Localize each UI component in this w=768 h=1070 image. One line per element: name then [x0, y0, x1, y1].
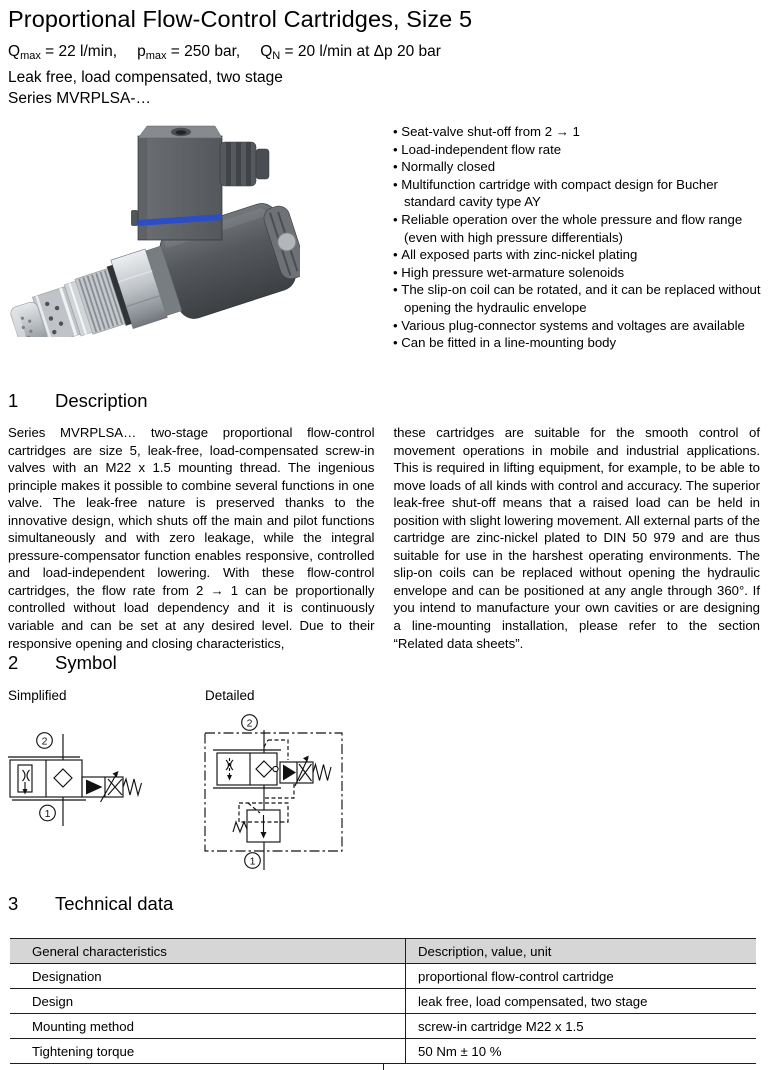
table-cell-label: Mounting method [10, 1014, 406, 1039]
table-header-row [10, 939, 756, 964]
section-number: 2 [8, 652, 19, 673]
simplified-symbol-label: Simplified [8, 688, 67, 703]
feature-item: • Seat-valve shut-off from 2 → 1 [393, 123, 761, 141]
section-title: Description [55, 390, 148, 411]
cable-gland [220, 142, 269, 186]
feature-item: • High pressure wet-armature solenoids [393, 264, 761, 282]
table-cell-label: Tightening torque [10, 1039, 406, 1064]
table-header-general-characteristics: General characteristics [10, 939, 406, 964]
feature-item: • Load-independent flow rate [393, 141, 761, 159]
feature-item: • Can be fitted in a line-mounting body [393, 334, 761, 352]
description-columns [8, 424, 760, 652]
section-number: 3 [8, 893, 19, 914]
table-cell-label: Designation [10, 964, 406, 989]
feature-item: • Normally closed [393, 158, 761, 176]
technical-data-table [10, 938, 756, 1064]
table-cell-label: Design [10, 989, 406, 1014]
section-title: Symbol [55, 652, 117, 673]
page-header [8, 5, 760, 109]
table-header-description-value-unit: Description, value, unit [406, 939, 757, 964]
product-photo-cartridge-valve [10, 122, 300, 337]
table-cell-value: leak free, load compensated, two stage [406, 989, 757, 1014]
table-cell-value: proportional flow-control cartridge [406, 964, 757, 989]
table-row-mounting-method [10, 1014, 756, 1039]
feature-item: • Multifunction cartridge with compact design for Bucher standard cavity type AY [393, 176, 761, 211]
spec-pmax: $p_{max} = 250$ bar, [137, 43, 241, 62]
table-row-design [10, 989, 756, 1014]
section-number: 1 [8, 390, 19, 411]
page-title: Proportional Flow-Control Cartridges, Size 5 [8, 6, 473, 32]
table-row-tightening-torque [10, 1039, 756, 1064]
subtitle-series: Series MVRPLSA-… [8, 90, 151, 107]
section-title: Technical data [55, 893, 174, 914]
spec-line [8, 41, 760, 67]
feature-item: • The slip-on coil can be rotated, and it can be replaced without opening the hydraulic envelope [393, 281, 761, 316]
table-cell-value: 50 Nm ± 10 % [406, 1039, 757, 1064]
table-column-divider-continuation [383, 1063, 384, 1070]
section-heading-symbol [8, 652, 117, 674]
simplified-symbol-diagram [8, 722, 148, 832]
feature-item: • All exposed parts with zinc-nickel plating [393, 246, 761, 264]
section-heading-description [8, 390, 148, 412]
description-column-1: Series MVRPLSA… two-stage proportional flow-control cartridges are size 5, leak-free, load-compensated screw-in valves with an M22 x 1.5 mounting thread. The ingenious principle makes it possible to combine several functions in one valve. The leak-free nature is preserved thanks to the innovative design, which shuts off the main and pilot functions simultaneously and with zero leakage, while the integral pressure-compensator function enables responsive, controlled and load-independent lowering. With these flow-control cartridges, the flow rate from 2 → 1 can be proportionally controlled without load dependency and it is continuously variable and can be set at any desired level. Due to their responsive opening and closing characteristics, [8, 425, 375, 651]
spec-qmax: $Q_{max} = 22$ l/min, [8, 43, 118, 62]
detailed-symbol-label: Detailed [205, 688, 255, 703]
connector-screw-hole [176, 130, 187, 134]
subtitle-design: Leak free, load compensated, two stage [8, 69, 283, 86]
feature-item: • Various plug-connector systems and voltages are available [393, 317, 761, 335]
section-heading-technical-data [8, 893, 173, 915]
detailed-symbol-diagram [198, 700, 348, 880]
spec-qn: $Q_N = 20$ l/min at Δp 20 bar [260, 43, 441, 62]
feature-item: • Reliable operation over the whole pressure and flow range (even with high pressure differentials) [393, 211, 761, 246]
feature-list [393, 123, 761, 352]
port-label-2: 2 [246, 717, 253, 730]
port-label-2: 2 [41, 735, 48, 748]
table-cell-value: screw-in cartridge M22 x 1.5 [406, 1014, 757, 1039]
table-row-designation [10, 964, 756, 989]
description-column-2: these cartridges are suitable for the smooth control of movement operations in mobile and industrial applications. This is required in lifting equipment, for example, to be able to move loads of all kinds with control and accuracy. The superior leak-free shut-off means that a raised load can be held in position with slight lowering movement. All external parts of the cartridge are zinc-nickel plated to DIN 50 979 and are thus suitable for use in the harshest operating environments. The slip-on coils can be replaced without opening the hydraulic envelope and can be positioned at any angle through 360°. If you intend to manufacture your own cavities or are designing a line-mounting installation, please refer to the section “Related data sheets”. [393, 425, 760, 651]
port-label-1: 1 [44, 807, 51, 820]
port-label-1: 1 [249, 855, 256, 868]
